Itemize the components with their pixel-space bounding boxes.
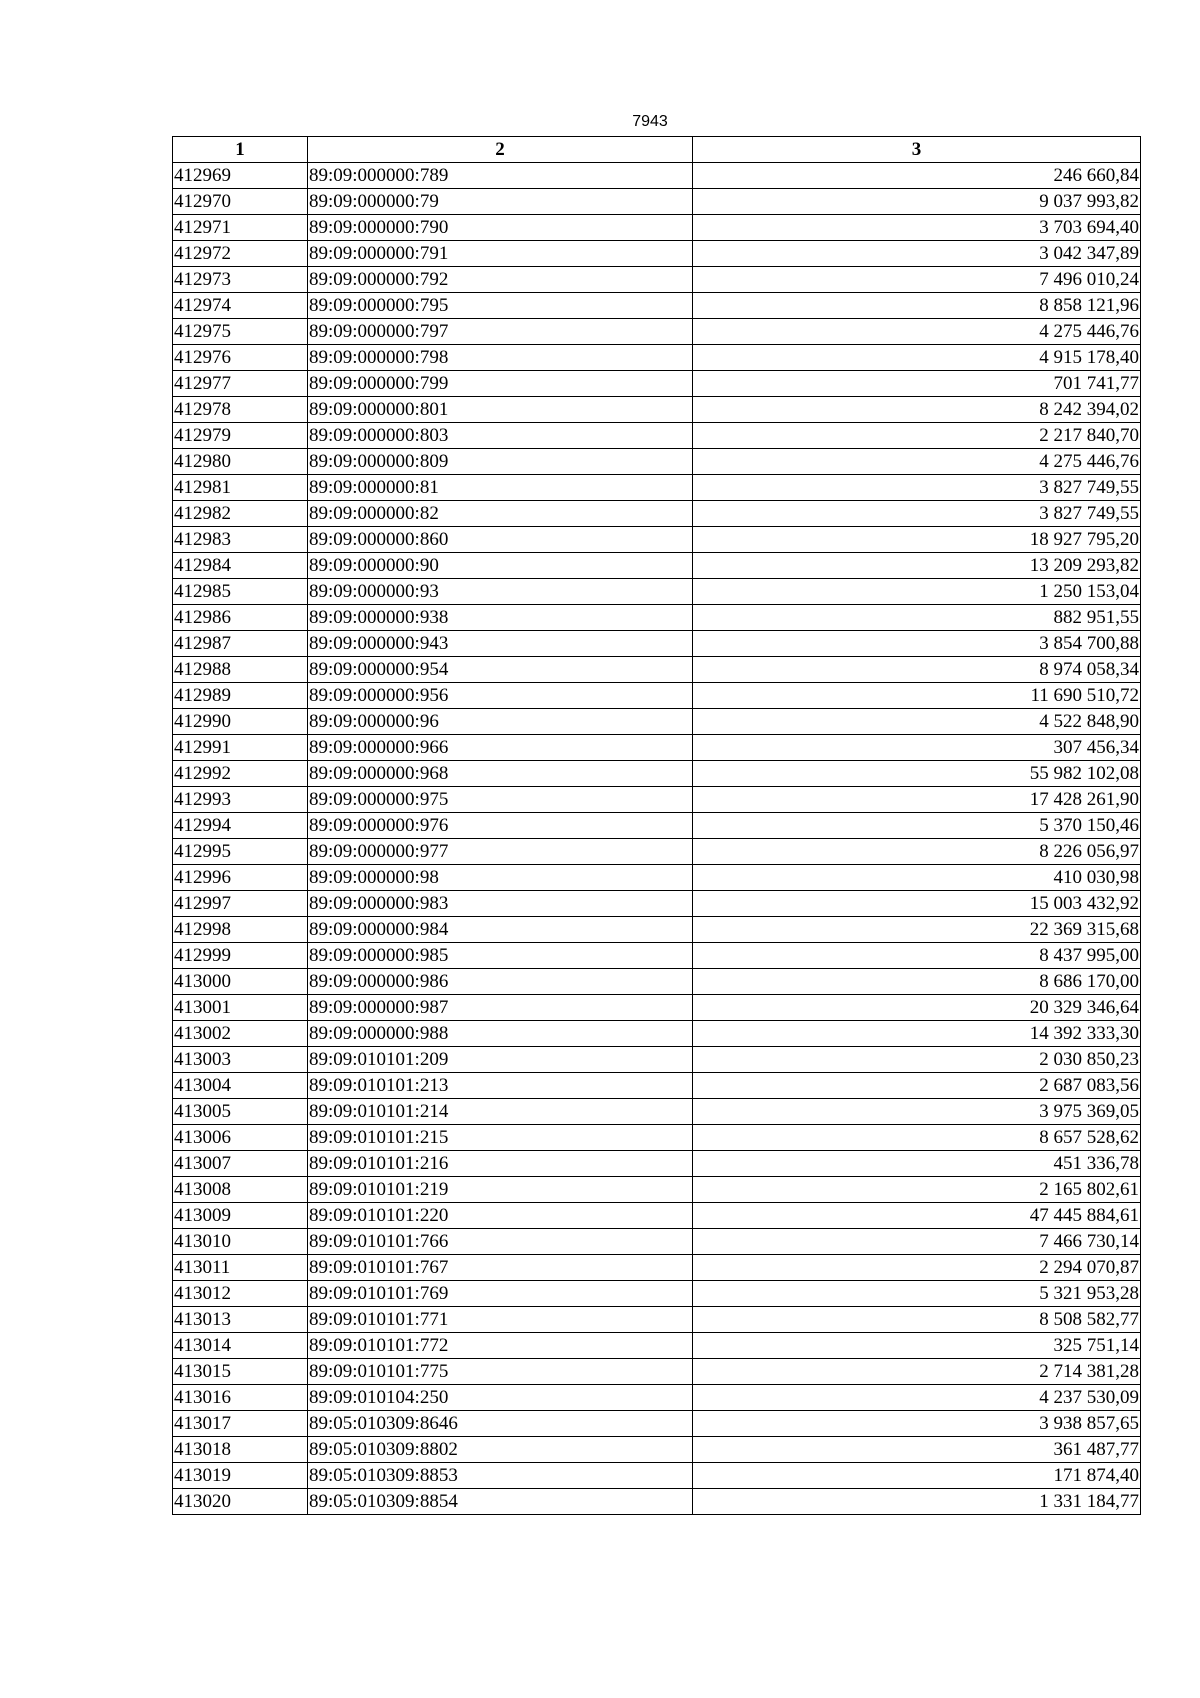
cadastral-number-cell: 89:09:010101:766 [308, 1229, 693, 1255]
cadastral-number-cell: 89:09:000000:984 [308, 917, 693, 943]
value-cell: 3 854 700,88 [693, 631, 1141, 657]
table-row [173, 1359, 1141, 1385]
row-number-cell: 412974 [173, 293, 308, 319]
value-cell: 2 687 083,56 [693, 1073, 1141, 1099]
cadastral-number-cell: 89:09:000000:797 [308, 319, 693, 345]
table-row [173, 1099, 1141, 1125]
row-number-cell: 412984 [173, 553, 308, 579]
value-cell: 8 858 121,96 [693, 293, 1141, 319]
cadastral-number-cell: 89:09:000000:795 [308, 293, 693, 319]
cadastral-number-cell: 89:09:000000:81 [308, 475, 693, 501]
table-row [173, 735, 1141, 761]
cadastral-number-cell: 89:09:000000:860 [308, 527, 693, 553]
value-cell: 17 428 261,90 [693, 787, 1141, 813]
cadastral-number-cell: 89:09:000000:988 [308, 1021, 693, 1047]
table-row [173, 1047, 1141, 1073]
value-cell: 22 369 315,68 [693, 917, 1141, 943]
value-cell: 2 217 840,70 [693, 423, 1141, 449]
cadastral-number-cell: 89:09:000000:82 [308, 501, 693, 527]
cadastral-number-cell: 89:09:000000:96 [308, 709, 693, 735]
row-number-cell: 412993 [173, 787, 308, 813]
table-row [173, 1385, 1141, 1411]
table-row [173, 969, 1141, 995]
value-cell: 8 508 582,77 [693, 1307, 1141, 1333]
table-row [173, 475, 1141, 501]
row-number-cell: 413014 [173, 1333, 308, 1359]
row-number-cell: 412983 [173, 527, 308, 553]
value-cell: 4 275 446,76 [693, 319, 1141, 345]
value-cell: 1 331 184,77 [693, 1489, 1141, 1515]
value-cell: 8 686 170,00 [693, 969, 1141, 995]
value-cell: 3 975 369,05 [693, 1099, 1141, 1125]
value-cell: 246 660,84 [693, 163, 1141, 189]
value-cell: 1 250 153,04 [693, 579, 1141, 605]
row-number-cell: 412973 [173, 267, 308, 293]
row-number-cell: 412999 [173, 943, 308, 969]
row-number-cell: 413011 [173, 1255, 308, 1281]
cadastral-number-cell: 89:09:010101:220 [308, 1203, 693, 1229]
row-number-cell: 413020 [173, 1489, 308, 1515]
value-cell: 3 827 749,55 [693, 501, 1141, 527]
table-row [173, 397, 1141, 423]
table-row [173, 657, 1141, 683]
value-cell: 882 951,55 [693, 605, 1141, 631]
cadastral-number-cell: 89:09:000000:985 [308, 943, 693, 969]
value-cell: 8 437 995,00 [693, 943, 1141, 969]
cadastral-number-cell: 89:09:000000:943 [308, 631, 693, 657]
cadastral-number-cell: 89:09:010101:216 [308, 1151, 693, 1177]
row-number-cell: 413008 [173, 1177, 308, 1203]
cadastral-number-cell: 89:09:000000:803 [308, 423, 693, 449]
value-cell: 4 237 530,09 [693, 1385, 1141, 1411]
cadastral-number-cell: 89:09:000000:98 [308, 865, 693, 891]
row-number-cell: 412979 [173, 423, 308, 449]
table-row [173, 1281, 1141, 1307]
cadastral-number-cell: 89:09:000000:809 [308, 449, 693, 475]
value-cell: 307 456,34 [693, 735, 1141, 761]
row-number-cell: 412985 [173, 579, 308, 605]
value-cell: 5 370 150,46 [693, 813, 1141, 839]
cadastral-number-cell: 89:09:000000:977 [308, 839, 693, 865]
row-number-cell: 413013 [173, 1307, 308, 1333]
row-number-cell: 412975 [173, 319, 308, 345]
value-cell: 8 974 058,34 [693, 657, 1141, 683]
row-number-cell: 412976 [173, 345, 308, 371]
row-number-cell: 413019 [173, 1463, 308, 1489]
row-number-cell: 413006 [173, 1125, 308, 1151]
value-cell: 13 209 293,82 [693, 553, 1141, 579]
table-row [173, 1411, 1141, 1437]
cadastral-number-cell: 89:09:010101:769 [308, 1281, 693, 1307]
cadastral-number-cell: 89:09:000000:956 [308, 683, 693, 709]
table-row [173, 215, 1141, 241]
cadastral-number-cell: 89:09:000000:986 [308, 969, 693, 995]
table-row [173, 891, 1141, 917]
table-row [173, 189, 1141, 215]
table-row [173, 761, 1141, 787]
row-number-cell: 412972 [173, 241, 308, 267]
table-row [173, 917, 1141, 943]
row-number-cell: 412992 [173, 761, 308, 787]
cadastral-number-cell: 89:09:000000:789 [308, 163, 693, 189]
table-row [173, 267, 1141, 293]
row-number-cell: 413015 [173, 1359, 308, 1385]
value-cell: 3 703 694,40 [693, 215, 1141, 241]
row-number-cell: 412971 [173, 215, 308, 241]
table-row [173, 605, 1141, 631]
value-cell: 15 003 432,92 [693, 891, 1141, 917]
value-cell: 3 827 749,55 [693, 475, 1141, 501]
column-header-2: 2 [308, 137, 693, 163]
table-row [173, 1203, 1141, 1229]
table-row [173, 1073, 1141, 1099]
row-number-cell: 412996 [173, 865, 308, 891]
value-cell: 11 690 510,72 [693, 683, 1141, 709]
table-row [173, 631, 1141, 657]
value-cell: 171 874,40 [693, 1463, 1141, 1489]
value-cell: 8 226 056,97 [693, 839, 1141, 865]
value-cell: 2 714 381,28 [693, 1359, 1141, 1385]
cadastral-number-cell: 89:09:010101:214 [308, 1099, 693, 1125]
value-cell: 2 165 802,61 [693, 1177, 1141, 1203]
row-number-cell: 412989 [173, 683, 308, 709]
table-row [173, 319, 1141, 345]
value-cell: 701 741,77 [693, 371, 1141, 397]
row-number-cell: 412988 [173, 657, 308, 683]
table-row [173, 1463, 1141, 1489]
value-cell: 5 321 953,28 [693, 1281, 1141, 1307]
table-row [173, 1333, 1141, 1359]
table-row [173, 371, 1141, 397]
table-row [173, 293, 1141, 319]
value-cell: 2 030 850,23 [693, 1047, 1141, 1073]
row-number-cell: 413004 [173, 1073, 308, 1099]
cadastral-number-cell: 89:09:010101:209 [308, 1047, 693, 1073]
cadastral-number-cell: 89:09:000000:792 [308, 267, 693, 293]
value-cell: 410 030,98 [693, 865, 1141, 891]
cadastral-number-cell: 89:09:000000:954 [308, 657, 693, 683]
row-number-cell: 412990 [173, 709, 308, 735]
value-cell: 325 751,14 [693, 1333, 1141, 1359]
table-row [173, 501, 1141, 527]
row-number-cell: 412980 [173, 449, 308, 475]
cadastral-number-cell: 89:09:010101:213 [308, 1073, 693, 1099]
cadastral-number-cell: 89:09:010101:771 [308, 1307, 693, 1333]
cadastral-number-cell: 89:09:000000:799 [308, 371, 693, 397]
table-header [173, 137, 1141, 163]
data-table [172, 136, 1141, 1515]
row-number-cell: 413010 [173, 1229, 308, 1255]
cadastral-number-cell: 89:05:010309:8853 [308, 1463, 693, 1489]
table-row [173, 865, 1141, 891]
value-cell: 4 915 178,40 [693, 345, 1141, 371]
value-cell: 4 275 446,76 [693, 449, 1141, 475]
row-number-cell: 413017 [173, 1411, 308, 1437]
row-number-cell: 412987 [173, 631, 308, 657]
row-number-cell: 412995 [173, 839, 308, 865]
table-row [173, 943, 1141, 969]
table-row [173, 241, 1141, 267]
cadastral-number-cell: 89:05:010309:8854 [308, 1489, 693, 1515]
cadastral-number-cell: 89:09:000000:90 [308, 553, 693, 579]
table-row [173, 449, 1141, 475]
row-number-cell: 412991 [173, 735, 308, 761]
cadastral-number-cell: 89:05:010309:8802 [308, 1437, 693, 1463]
table-row [173, 1437, 1141, 1463]
row-number-cell: 412986 [173, 605, 308, 631]
value-cell: 7 466 730,14 [693, 1229, 1141, 1255]
value-cell: 2 294 070,87 [693, 1255, 1141, 1281]
cadastral-number-cell: 89:09:000000:791 [308, 241, 693, 267]
row-number-cell: 413018 [173, 1437, 308, 1463]
cadastral-number-cell: 89:05:010309:8646 [308, 1411, 693, 1437]
cadastral-number-cell: 89:09:000000:798 [308, 345, 693, 371]
row-number-cell: 413003 [173, 1047, 308, 1073]
cadastral-number-cell: 89:09:000000:79 [308, 189, 693, 215]
row-number-cell: 412998 [173, 917, 308, 943]
table-row [173, 1489, 1141, 1515]
table-row [173, 553, 1141, 579]
table-row [173, 1255, 1141, 1281]
row-number-cell: 413012 [173, 1281, 308, 1307]
page-number: 7943 [632, 113, 668, 130]
value-cell: 14 392 333,30 [693, 1021, 1141, 1047]
value-cell: 9 037 993,82 [693, 189, 1141, 215]
row-number-cell: 413016 [173, 1385, 308, 1411]
row-number-cell: 412969 [173, 163, 308, 189]
table-row [173, 1125, 1141, 1151]
row-number-cell: 413002 [173, 1021, 308, 1047]
value-cell: 47 445 884,61 [693, 1203, 1141, 1229]
row-number-cell: 412997 [173, 891, 308, 917]
cadastral-number-cell: 89:09:000000:790 [308, 215, 693, 241]
cadastral-number-cell: 89:09:000000:983 [308, 891, 693, 917]
row-number-cell: 412970 [173, 189, 308, 215]
value-cell: 7 496 010,24 [693, 267, 1141, 293]
cadastral-number-cell: 89:09:010101:215 [308, 1125, 693, 1151]
row-number-cell: 413000 [173, 969, 308, 995]
cadastral-number-cell: 89:09:010101:775 [308, 1359, 693, 1385]
cadastral-number-cell: 89:09:000000:975 [308, 787, 693, 813]
table-row [173, 839, 1141, 865]
table-row [173, 1229, 1141, 1255]
row-number-cell: 412981 [173, 475, 308, 501]
row-number-cell: 413005 [173, 1099, 308, 1125]
table-row [173, 1177, 1141, 1203]
table-row [173, 423, 1141, 449]
table-row [173, 1021, 1141, 1047]
value-cell: 8 242 394,02 [693, 397, 1141, 423]
table-row [173, 163, 1141, 189]
value-cell: 3 042 347,89 [693, 241, 1141, 267]
table-row [173, 1307, 1141, 1333]
row-number-cell: 412982 [173, 501, 308, 527]
cadastral-number-cell: 89:09:000000:966 [308, 735, 693, 761]
cadastral-number-cell: 89:09:010101:767 [308, 1255, 693, 1281]
value-cell: 4 522 848,90 [693, 709, 1141, 735]
table-row [173, 579, 1141, 605]
table-row [173, 995, 1141, 1021]
value-cell: 3 938 857,65 [693, 1411, 1141, 1437]
row-number-cell: 413001 [173, 995, 308, 1021]
table-row [173, 345, 1141, 371]
cadastral-number-cell: 89:09:000000:938 [308, 605, 693, 631]
cadastral-number-cell: 89:09:010101:772 [308, 1333, 693, 1359]
cadastral-number-cell: 89:09:000000:987 [308, 995, 693, 1021]
cadastral-number-cell: 89:09:010101:219 [308, 1177, 693, 1203]
value-cell: 451 336,78 [693, 1151, 1141, 1177]
cadastral-number-cell: 89:09:000000:801 [308, 397, 693, 423]
row-number-cell: 412977 [173, 371, 308, 397]
row-number-cell: 412994 [173, 813, 308, 839]
row-number-cell: 412978 [173, 397, 308, 423]
value-cell: 361 487,77 [693, 1437, 1141, 1463]
cadastral-number-cell: 89:09:010104:250 [308, 1385, 693, 1411]
cadastral-number-cell: 89:09:000000:93 [308, 579, 693, 605]
value-cell: 20 329 346,64 [693, 995, 1141, 1021]
value-cell: 55 982 102,08 [693, 761, 1141, 787]
value-cell: 8 657 528,62 [693, 1125, 1141, 1151]
table-row [173, 527, 1141, 553]
column-header-3: 3 [693, 137, 1141, 163]
cadastral-number-cell: 89:09:000000:976 [308, 813, 693, 839]
table-body [173, 163, 1141, 1515]
row-number-cell: 413007 [173, 1151, 308, 1177]
table-row [173, 1151, 1141, 1177]
row-number-cell: 413009 [173, 1203, 308, 1229]
table-row [173, 709, 1141, 735]
table-row [173, 813, 1141, 839]
cadastral-number-cell: 89:09:000000:968 [308, 761, 693, 787]
table-row [173, 787, 1141, 813]
column-header-1: 1 [173, 137, 308, 163]
header-row [173, 137, 1141, 163]
value-cell: 18 927 795,20 [693, 527, 1141, 553]
table-row [173, 683, 1141, 709]
